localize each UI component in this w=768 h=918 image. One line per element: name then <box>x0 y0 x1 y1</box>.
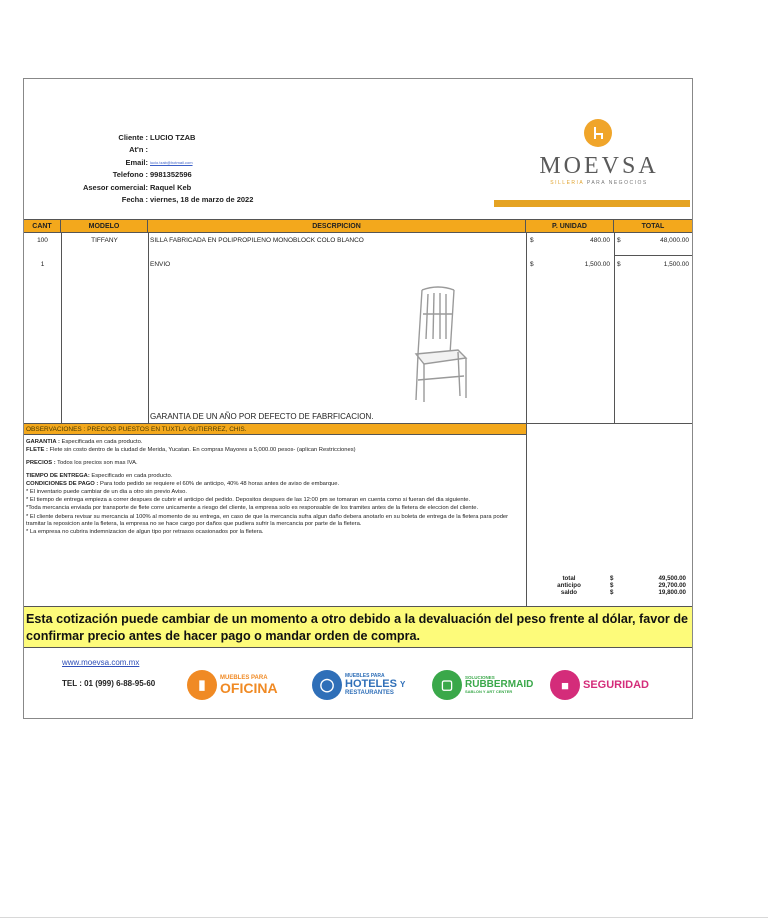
devaluation-warning: Esta cotización puede cambiar de un momento a otro debido a la devaluación del peso frente al dólar, favor de confirmar precio antes de hacer pago o mandar orden de compra. <box>24 606 692 648</box>
total-value: 1,500.00 <box>663 261 689 268</box>
note-flete <box>26 447 526 454</box>
logo-sub-a: SILLERIA <box>550 180 584 186</box>
chair-logo-icon <box>584 119 612 147</box>
email-row <box>24 156 289 169</box>
grid-line <box>526 233 527 606</box>
col-modelo: MODELO <box>61 220 148 232</box>
phone-value: 9981352596 <box>150 170 192 180</box>
table-header <box>24 219 692 233</box>
note-label: TIEMPO DE ENTREGA: <box>26 473 90 480</box>
anticipo-amount: 29,700.00 <box>658 582 686 590</box>
currency-symbol: $ <box>610 582 614 590</box>
badge-hoteles <box>312 670 405 700</box>
currency-symbol: $ <box>530 261 534 268</box>
badge-rubbermaid <box>432 670 533 700</box>
badge-top: MUEBLES PARA <box>220 675 268 681</box>
email-label: Email: <box>125 157 148 167</box>
note-garantia <box>26 439 526 446</box>
col-cant: CANT <box>24 220 61 232</box>
table-row <box>24 237 692 244</box>
note-text: Para todo pedido se requiere el 60% de anticipo, 40% 48 horas antes de aviso de embarque. <box>99 480 340 487</box>
note-item: * La empresa no cubrira indemnizacion de algun tipo por retrasos ocasionados por la fletera. <box>26 529 264 536</box>
badge-main: RUBBERMAID <box>465 679 534 691</box>
advisor-value: Raquel Keb <box>150 182 192 192</box>
table-row <box>24 261 692 268</box>
note-label: CONDICIONES DE PAGO : <box>26 480 99 487</box>
warranty-line: GARANTIA DE UN AÑO POR DEFECTO DE FABRFICACION. <box>150 412 374 421</box>
phone-label: Telefono : <box>112 170 148 180</box>
badge-top: MUEBLES PARA <box>345 673 385 679</box>
badge-seguridad <box>550 670 649 700</box>
unit-price-value: 480.00 <box>590 237 610 244</box>
badge-bottom: RESTAURANTES <box>345 690 394 696</box>
moevsa-logo <box>494 89 694 199</box>
note-text: Especificado en cada producto. <box>91 473 173 480</box>
bin-icon: ▢ <box>432 670 462 700</box>
row-total <box>614 237 692 244</box>
date-row <box>24 194 289 207</box>
currency-symbol: $ <box>610 589 614 597</box>
quotation-document <box>23 78 693 719</box>
note-precios <box>26 460 526 467</box>
footer-phone: TEL : 01 (999) 6-88-95-60 <box>62 679 156 688</box>
badge-top: SOLUCIONES <box>465 674 495 680</box>
note-item: *Toda mercancia enviada por transporte de flete corre unicamente a riesgo del cliente, la empresa solo es responsable de los tramites antes de la fletera de eleccion del cliente. <box>26 505 479 512</box>
row-divider <box>614 255 692 256</box>
row-unit-price <box>526 261 614 268</box>
lock-icon: ■ <box>550 670 580 700</box>
saldo-row <box>534 589 692 596</box>
email-link[interactable]: lucio.tzab@hotmail.com <box>150 159 193 165</box>
logo-name: MOEVSA <box>539 153 659 179</box>
grid-line <box>24 423 692 424</box>
total-value: 48,000.00 <box>660 237 689 244</box>
note-pago <box>26 481 526 488</box>
currency-symbol: $ <box>530 237 534 244</box>
note-text: Todos los precios son mas IVA. <box>57 460 138 467</box>
note-text: Especificada en cada producto. <box>61 439 143 445</box>
table-icon: ◯ <box>312 670 342 700</box>
logo-accent-bar <box>494 200 690 207</box>
row-total <box>614 261 692 268</box>
phone-row <box>24 169 289 182</box>
currency-symbol: $ <box>617 261 621 268</box>
currency-symbol: $ <box>617 237 621 244</box>
badge-main: HOTELES <box>345 678 397 690</box>
currency-symbol: $ <box>610 575 614 583</box>
totals-box <box>534 575 692 597</box>
badge-bottom: SABLON Y ART CENTER <box>465 689 513 695</box>
attn-row <box>24 144 289 157</box>
row-modelo: TIFFANY <box>91 237 118 244</box>
note-label: FLETE : <box>26 447 48 454</box>
date-value: viernes, 18 de marzo de 2022 <box>150 195 254 205</box>
badge-hoteles-text <box>345 674 405 696</box>
anticipo-row <box>534 582 692 589</box>
note-item: * El cliente debera revisar su mercancia al 100% al momento de su entrega, en caso de que la mercancia sufra algun daño debera anotarlo en su boleta de entrega de la fletera para poder tramitar la reposicion ante la fletera, la empresa no se hace cargo por daños que pudiera sufrir la mercancia por parte de la fletera. <box>26 513 509 527</box>
logo-subtitle <box>514 180 684 186</box>
badge-oficina <box>187 670 278 700</box>
badge-y: Y <box>400 680 406 689</box>
date-label: Fecha : <box>121 195 148 205</box>
anticipo-label: anticipo <box>557 582 581 590</box>
col-precio-unidad: P. UNIDAD <box>526 220 614 232</box>
customer-row <box>24 131 289 144</box>
total-row <box>534 575 692 582</box>
note-item: * El inventario puede cambiar de un dia a otro sin previo Aviso. <box>26 488 188 495</box>
customer-value: LUCIO TZAB <box>150 132 196 142</box>
total-amount: 49,500.00 <box>658 575 686 583</box>
badge-oficina-text <box>220 675 278 695</box>
note-tiempo <box>26 473 526 480</box>
attn-label: At'n : <box>129 145 148 155</box>
row-cant: 1 <box>40 261 45 268</box>
observations-bar: OBSERVACIONES : PRECIOS PUESTOS EN TUXTLA GUTIERREZ, CHIS. <box>24 423 526 435</box>
customer-info <box>24 131 289 206</box>
customer-label: Cliente : <box>118 132 148 142</box>
row-unit-price <box>526 237 614 244</box>
saldo-amount: 19,800.00 <box>658 589 686 597</box>
badge-main: SEGURIDAD <box>583 678 650 691</box>
terms-notes <box>26 439 526 537</box>
row-modelo <box>61 261 148 268</box>
total-label: total <box>562 575 576 583</box>
row-cant: 100 <box>37 237 48 244</box>
note-item: * El tiempo de entrega empieza a correr despues de cubrir el anticipo del pedido. Depositos despues de las 12:00 pm se tomaran en cuenta como si fueran del dia siguiente. <box>26 497 471 504</box>
note-text: Flete sin costo dentro de la ciudad de Merida, Yucatan. En compras Mayores a 5,000.00 pesos- (aplican Restricciones) <box>49 447 356 454</box>
note-label: PRECIOS : <box>26 460 56 467</box>
row-desc: ENVIO <box>150 261 171 268</box>
logo-sub-b: PARA NEGOCIOS <box>586 180 648 186</box>
col-descripcion: DESCRPICION <box>148 220 526 232</box>
row-desc: SILLA FABRICADA EN POLIPROPILENO MONOBLOCK COLO BLANCO <box>150 237 364 244</box>
website-link[interactable]: www.moevsa.com.mx <box>62 658 140 667</box>
advisor-row <box>24 181 289 194</box>
saldo-label: saldo <box>560 589 578 597</box>
advisor-label: Asesor comercial: <box>82 182 148 192</box>
office-chair-icon: ▮ <box>187 670 217 700</box>
badge-main: OFICINA <box>220 680 278 696</box>
tiffany-chair-image <box>404 284 474 404</box>
badge-rubbermaid-text <box>465 676 533 695</box>
unit-price-value: 1,500.00 <box>584 261 610 268</box>
col-total: TOTAL <box>641 222 665 230</box>
note-label: GARANTIA : <box>26 439 60 445</box>
